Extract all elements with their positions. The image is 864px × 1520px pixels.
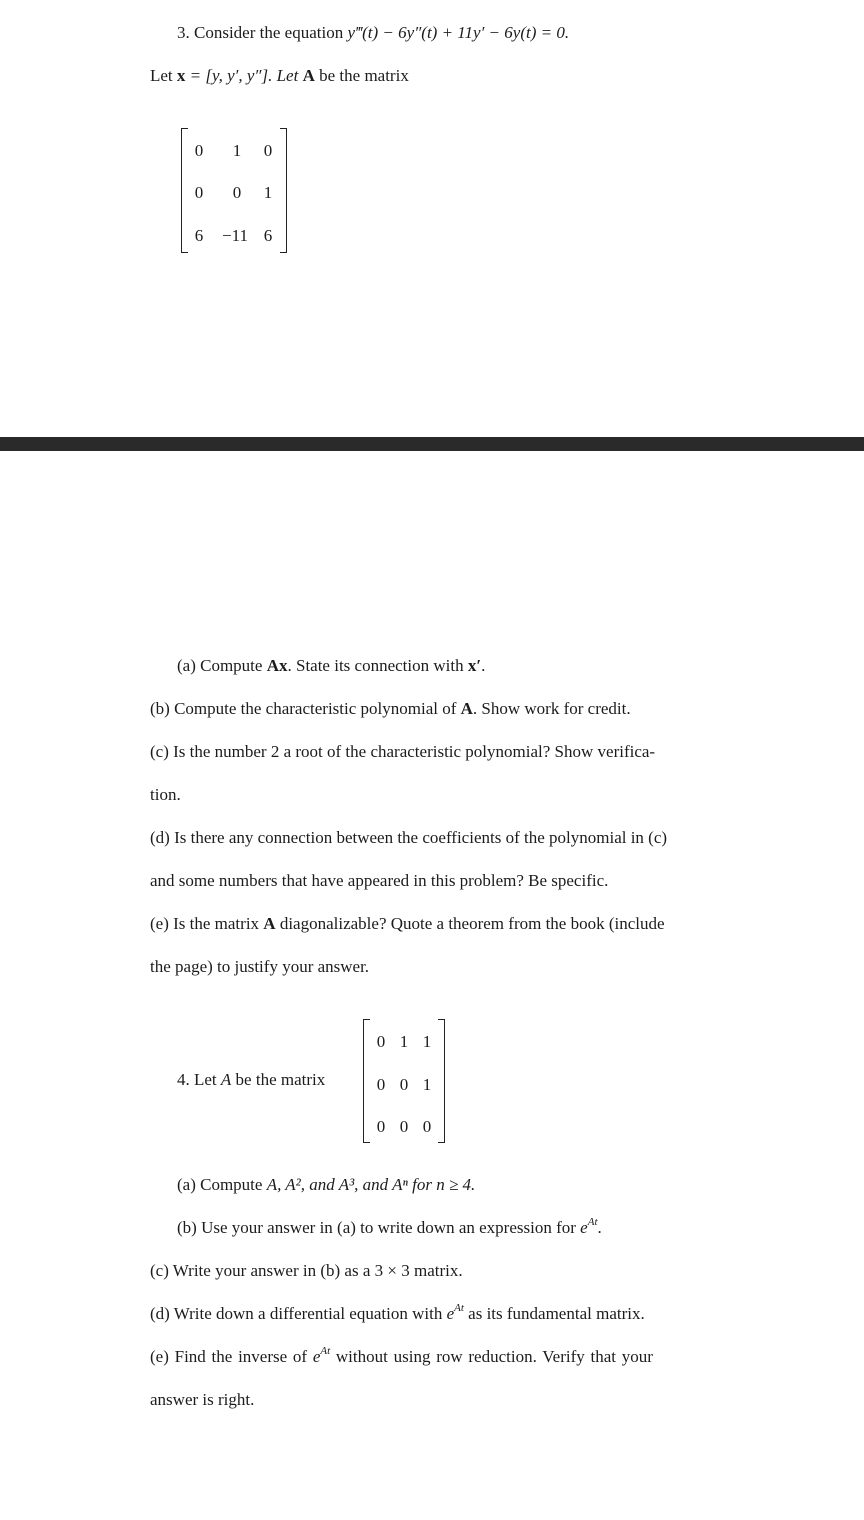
x-definition: = [y, y′, y″]. Let [189, 66, 299, 85]
problem3-part-e-line1 [150, 913, 665, 935]
problem4-part-e-line2: answer is right. [150, 1390, 255, 1409]
A-symbol: A [263, 914, 276, 933]
exp-power: At [587, 1216, 598, 1229]
problem3-part-b [150, 698, 631, 720]
problem3-intro: 3. Consider the equation [177, 23, 344, 42]
problem3-part-a [177, 655, 485, 677]
matrix-cell: 0 [422, 1117, 432, 1136]
matrix-cell: 0 [194, 141, 204, 160]
matrix-cell: 6 [194, 226, 204, 245]
exp-power: At [320, 1345, 331, 1358]
problem3-matrix [181, 128, 287, 253]
be-the-matrix: be the matrix [319, 66, 409, 85]
part-a-text: (a) Compute [177, 656, 267, 675]
problem3-part-c-line1: (c) Is the number 2 a root of the characteristic polynomial? Show verifica- [150, 742, 656, 761]
problem4-intro [177, 1069, 325, 1091]
matrix-cell: 1 [263, 183, 273, 202]
problem3-statement [177, 22, 569, 44]
matrix-cell: 0 [376, 1075, 386, 1094]
problem4-intro-text: 4. Let [177, 1070, 221, 1089]
part-b-end: . Show work for credit. [472, 699, 631, 718]
part-d-end: as its fundamental matrix. [463, 1304, 645, 1323]
Ax-symbol: Ax [266, 656, 288, 675]
part-a-end: . [481, 656, 486, 675]
part-d-text: (d) Write down a differential equation with [150, 1304, 447, 1323]
exp-base: e [580, 1218, 588, 1237]
problem4-part-c: (c) Write your answer in (b) as a 3 × 3 matrix. [150, 1261, 463, 1280]
exp-base: e [312, 1347, 321, 1366]
part-a-math: A, A², and A³, and Aⁿ for n ≥ 4. [266, 1175, 476, 1194]
xprime-symbol: x′ [467, 656, 482, 675]
problem3-part-e-line2: the page) to justify your answer. [150, 957, 370, 976]
problem3-definition [150, 65, 409, 87]
exp-power: At [454, 1302, 464, 1315]
matrix-cell: 0 [232, 183, 242, 202]
matrix-cell: 0 [399, 1117, 409, 1136]
part-e-text: (e) Is the matrix [150, 914, 264, 933]
matrix-cell: 0 [399, 1075, 409, 1094]
part-b-text: (b) Compute the characteristic polynomial of [150, 699, 461, 718]
matrix-cell: 1 [422, 1032, 432, 1051]
problem3-equation: y‴(t) − 6y″(t) + 11y′ − 6y(t) = 0. [347, 23, 570, 42]
matrix-cell: 1 [232, 141, 242, 160]
let-prefix: Let [150, 66, 173, 85]
problem4-part-b [177, 1217, 602, 1239]
matrix-cell: 0 [376, 1117, 386, 1136]
problem4-part-d [150, 1303, 645, 1325]
part-e-end: without using row reduction. Verify that your [330, 1347, 653, 1366]
matrix-cell: 0 [263, 141, 273, 160]
page-divider [0, 437, 864, 451]
A-symbol: A [220, 1070, 232, 1089]
exp-base: e [446, 1304, 455, 1323]
problem3-part-c-line2: tion. [150, 785, 181, 804]
problem4-part-a [177, 1174, 475, 1196]
part-b-text: (b) Use your answer in (a) to write down an expression for [177, 1218, 581, 1237]
part-b-end: . [597, 1218, 602, 1237]
problem4-part-e-line1 [150, 1346, 653, 1368]
part-e-text: (e) Find the inverse of [150, 1347, 313, 1366]
problem4-intro-end: be the matrix [231, 1070, 326, 1089]
part-a-mid: . State its connection with [287, 656, 468, 675]
part-a-text: (a) Compute [177, 1175, 267, 1194]
matrix-cell: 0 [194, 183, 204, 202]
problem4-matrix [363, 1019, 445, 1143]
matrix-cell: 1 [399, 1032, 409, 1051]
matrix-cell: 1 [422, 1075, 432, 1094]
matrix-cell: 0 [376, 1032, 386, 1051]
problem3-part-d-line2: and some numbers that have appeared in this problem? Be specific. [150, 871, 609, 890]
matrix-cell: 6 [263, 226, 273, 245]
problem3-part-d-line1: (d) Is there any connection between the coefficients of the polynomial in (c) [150, 828, 668, 847]
x-symbol: x [176, 66, 186, 85]
A-symbol: A [302, 66, 315, 85]
part-e-end: diagonalizable? Quote a theorem from the book (include [275, 914, 665, 933]
matrix-cell: −11 [222, 226, 248, 245]
A-symbol: A [460, 699, 473, 718]
